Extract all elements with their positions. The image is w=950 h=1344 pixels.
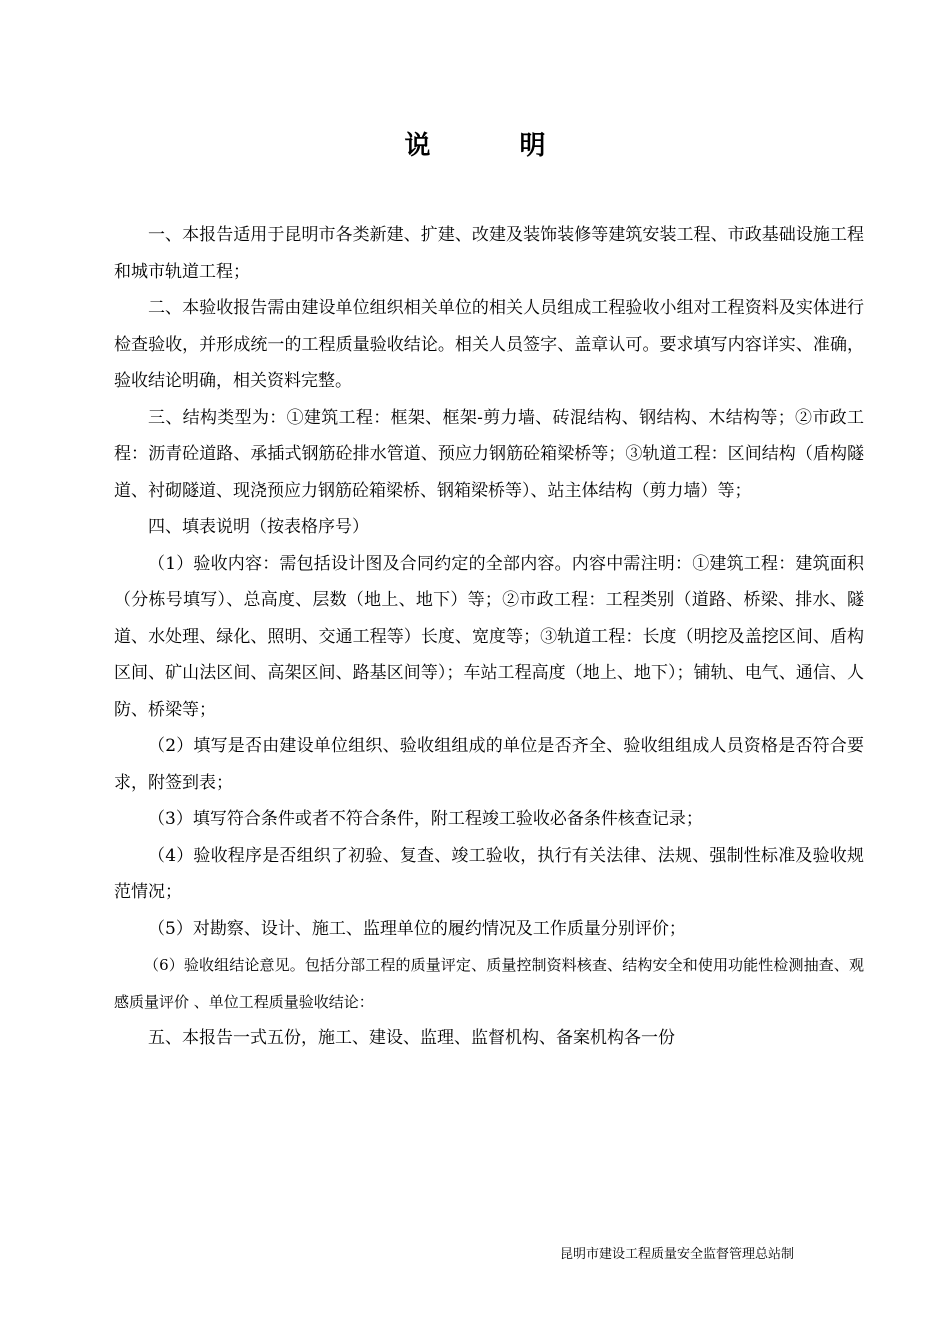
document-body: [114, 217, 864, 1057]
paragraph-form-instructions: 四、填表说明（按表格序号）: [148, 517, 369, 537]
paragraph-acceptance-report: 二、本验收报告需由建设单位组织相关单位的相关人员组成工程验收小组对工程资料及实体进行检查验收，并形成统一的工程质量验收结论。相关人员签字、盖章认可。要求填写内容详实、准确，验收结论明确，相关资料完整。: [114, 298, 864, 391]
issuer-footer: 昆明市建设工程质量安全监督管理总站制: [560, 1247, 795, 1262]
paragraph-item-3: （3）填写符合条件或者不符合条件，附工程竣工验收必备条件核查记录；: [148, 809, 703, 829]
paragraph-scope: 一、本报告适用于昆明市各类新建、扩建、改建及装饰装修等建筑安装工程、市政基础设施工程和城市轨道工程；: [114, 225, 864, 282]
paragraph-copies: 五、本报告一式五份，施工、建设、监理、监督机构、备案机构各一份: [148, 1028, 675, 1048]
paragraph-item-5: （5）对勘察、设计、施工、监理单位的履约情况及工作质量分别评价；: [148, 918, 686, 939]
paragraph-structure-types: 三、结构类型为：①建筑工程：框架、框架-剪力墙、砖混结构、钢结构、木结构等；②市政工程：沥青砼道路、承插式钢筋砼排水管道、预应力钢筋砼箱梁桥等；③轨道工程：区间结构（盾构隧道、衬砌隧道、现浇预应力钢筋砼箱梁桥、钢箱梁桥等）、站主体结构（剪力墙）等；: [114, 407, 864, 501]
paragraph-item-1: （1）验收内容：需包括设计图及合同约定的全部内容。内容中需注明：①建筑工程：建筑面积（分栋号填写）、总高度、层数（地上、地下）等；②市政工程：工程类别（道路、桥梁、排水、隧道、水处理、绿化、照明、交通工程等）长度、宽度等；③轨道工程：长度（明挖及盖挖区间、盾构区间、矿山法区间、高架区间、路基区间等）；车站工程高度（地上、地下）；铺轨、电气、通信、人防、桥梁等；: [114, 553, 864, 720]
paragraph-item-6: （6）验收组结论意见。包括分部工程的质量评定、质量控制资料核查、结构安全和使用功能性检测抽查、观感质量评价 、单位工程质量验收结论：: [114, 956, 864, 1011]
paragraph-item-2: （2）填写是否由建设单位组织、验收组组成的单位是否齐全、验收组组成人员资格是否符合要求，附签到表；: [114, 736, 864, 793]
page-title: 说 明: [404, 131, 586, 161]
paragraph-item-4: （4）验收程序是否组织了初验、复查、竣工验收，执行有关法律、法规、强制性标准及验收规范情况；: [114, 845, 864, 902]
